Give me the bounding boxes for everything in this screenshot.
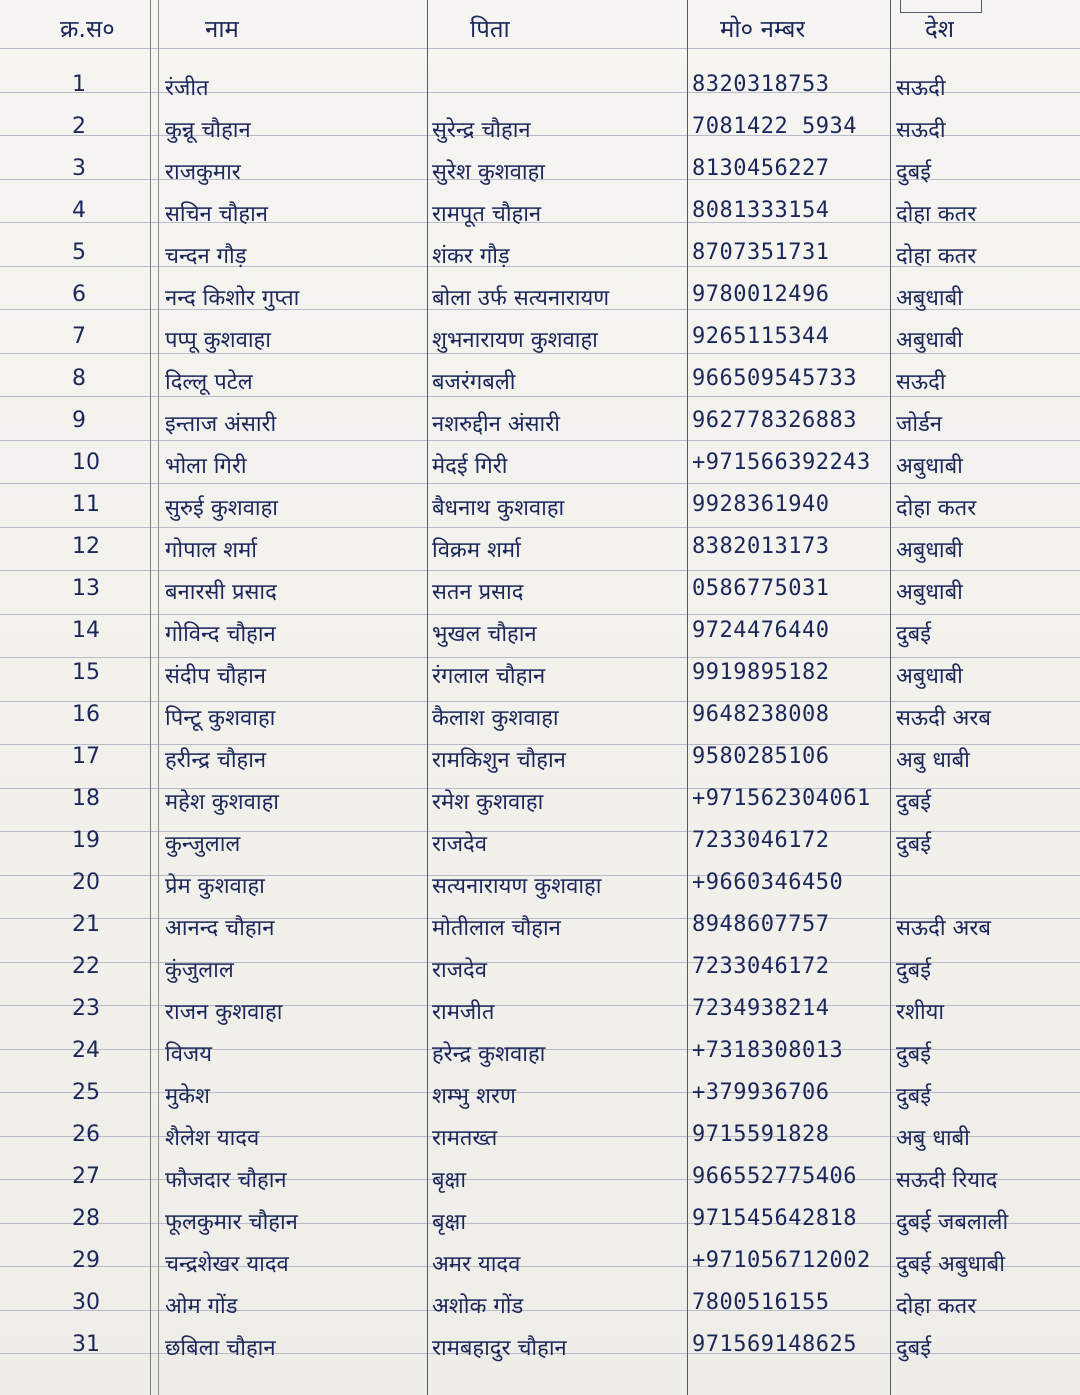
row-serial-number: 5 [72, 240, 86, 265]
row-name: संदीप चौहान [165, 664, 266, 689]
row-serial-number: 2 [72, 114, 86, 139]
row-father-name: शम्भु शरण [432, 1084, 516, 1109]
row-name: राजन कुशवाहा [165, 1000, 283, 1025]
row-mobile-number: 7081422 5934 [692, 114, 857, 139]
row-serial-number: 11 [72, 492, 100, 517]
row-name: राजकुमार [165, 160, 241, 185]
row-serial-number: 30 [72, 1290, 100, 1315]
row-mobile-number: 9648238008 [692, 702, 830, 727]
row-country: अबुधाबी [896, 286, 963, 311]
row-serial-number: 26 [72, 1122, 100, 1147]
row-father-name: सुरेश कुशवाहा [432, 160, 545, 185]
row-country: रशीया [896, 1000, 945, 1025]
row-serial-number: 12 [72, 534, 100, 559]
row-mobile-number: +9660346450 [692, 870, 844, 895]
row-mobile-number: 8382013173 [692, 534, 830, 559]
row-country: सऊदी [896, 370, 946, 395]
ruled-line [0, 614, 1080, 615]
row-father-name: राजदेव [432, 832, 487, 857]
row-country: दुबई [896, 1042, 932, 1067]
row-mobile-number: +971562304061 [692, 786, 871, 811]
row-father-name: रामकिशुन चौहान [432, 748, 566, 773]
ruled-line [0, 48, 1080, 49]
row-mobile-number: 7800516155 [692, 1290, 830, 1315]
row-country: दोहा कतर [896, 1294, 977, 1319]
row-serial-number: 6 [72, 282, 86, 307]
ruled-line [0, 570, 1080, 571]
row-name: कुंजुलाल [165, 958, 234, 983]
row-serial-number: 16 [72, 702, 100, 727]
margin-line [150, 0, 151, 1395]
row-name: नन्द किशोर गुप्ता [165, 286, 300, 311]
row-country: सऊदी [896, 76, 946, 101]
row-serial-number: 24 [72, 1038, 100, 1063]
row-mobile-number: 9928361940 [692, 492, 830, 517]
row-country: अबु धाबी [896, 1126, 970, 1151]
row-mobile-number: 8948607757 [692, 912, 830, 937]
row-mobile-number: +971056712002 [692, 1248, 871, 1273]
ruled-line [0, 483, 1080, 484]
row-father-name: बजरंगबली [432, 370, 516, 395]
row-country: दुबई [896, 958, 932, 983]
margin-line-inner [158, 0, 159, 1395]
row-serial-number: 9 [72, 408, 86, 433]
row-country: दुबई [896, 160, 932, 185]
row-mobile-number: 9919895182 [692, 660, 830, 685]
row-mobile-number: 9265115344 [692, 324, 830, 349]
row-serial-number: 10 [72, 450, 100, 475]
row-serial-number: 31 [72, 1332, 100, 1357]
row-father-name: रमेश कुशवाहा [432, 790, 544, 815]
row-father-name: विक्रम शर्मा [432, 538, 521, 563]
ruled-line [0, 657, 1080, 658]
row-name: फौजदार चौहान [165, 1168, 287, 1193]
row-country: दुबई [896, 1336, 932, 1361]
row-father-name: बृक्षा [432, 1210, 467, 1235]
row-country: दुबई [896, 832, 932, 857]
row-name: आनन्द चौहान [165, 916, 275, 941]
row-serial-number: 1 [72, 72, 86, 97]
row-name: ओम गोंड [165, 1294, 238, 1319]
row-mobile-number: +379936706 [692, 1080, 830, 1105]
row-name: महेश कुशवाहा [165, 790, 279, 815]
row-father-name: भुखल चौहान [432, 622, 537, 647]
row-country: सऊदी [896, 118, 946, 143]
column-divider [890, 0, 891, 1395]
row-father-name: रामतख्त [432, 1126, 498, 1151]
ruled-line [0, 440, 1080, 441]
row-country: दोहा कतर [896, 496, 977, 521]
row-serial-number: 20 [72, 870, 100, 895]
row-name: गोपाल शर्मा [165, 538, 258, 563]
row-serial-number: 14 [72, 618, 100, 643]
row-name: भोला गिरी [165, 454, 247, 479]
row-serial-number: 17 [72, 744, 100, 769]
row-name: छबिला चौहान [165, 1336, 276, 1361]
column-divider [687, 0, 688, 1395]
row-serial-number: 22 [72, 954, 100, 979]
row-serial-number: 28 [72, 1206, 100, 1231]
row-serial-number: 29 [72, 1248, 100, 1273]
header-father: पिता [470, 15, 510, 43]
row-father-name: सुरेन्द्र चौहान [432, 118, 531, 143]
row-serial-number: 23 [72, 996, 100, 1021]
row-name: इन्ताज अंसारी [165, 412, 277, 437]
row-father-name: रामबहादुर चौहान [432, 1336, 567, 1361]
row-mobile-number: 971545642818 [692, 1206, 857, 1231]
row-country: दुबई [896, 790, 932, 815]
row-father-name: अमर यादव [432, 1252, 521, 1277]
row-serial-number: 27 [72, 1164, 100, 1189]
header-mobile: मो० नम्बर [720, 15, 806, 43]
row-serial-number: 19 [72, 828, 100, 853]
row-country: अबुधाबी [896, 328, 963, 353]
row-father-name: राजदेव [432, 958, 487, 983]
row-country: अबुधाबी [896, 580, 963, 605]
row-serial-number: 7 [72, 324, 86, 349]
row-country: दुबई अबुधाबी [896, 1252, 1005, 1277]
row-father-name: कैलाश कुशवाहा [432, 706, 559, 731]
row-name: बनारसी प्रसाद [165, 580, 277, 605]
row-mobile-number: 962778326883 [692, 408, 857, 433]
header-country: देश [925, 15, 955, 43]
row-father-name: रामपूत चौहान [432, 202, 542, 227]
ruled-line [0, 396, 1080, 397]
row-father-name: मेदई गिरी [432, 454, 508, 479]
row-mobile-number: 8081333154 [692, 198, 830, 223]
row-mobile-number: 8707351731 [692, 240, 830, 265]
row-serial-number: 15 [72, 660, 100, 685]
row-father-name: रामजीत [432, 1000, 495, 1025]
row-mobile-number: 8320318753 [692, 72, 830, 97]
row-mobile-number: 7233046172 [692, 954, 830, 979]
column-divider [427, 0, 428, 1395]
row-serial-number: 4 [72, 198, 86, 223]
row-father-name: शंकर गौड़ [432, 244, 510, 269]
row-father-name: नशरुद्दीन अंसारी [432, 412, 560, 437]
row-serial-number: 3 [72, 156, 86, 181]
row-name: विजय [165, 1042, 213, 1067]
row-name: चन्दन गौड़ [165, 244, 247, 269]
row-name: शैलेश यादव [165, 1126, 260, 1151]
row-serial-number: 8 [72, 366, 86, 391]
row-father-name: बृक्षा [432, 1168, 467, 1193]
row-mobile-number: 7234938214 [692, 996, 830, 1021]
row-name: सचिन चौहान [165, 202, 269, 227]
row-name: कुन्नू चौहान [165, 118, 251, 143]
row-mobile-number: 9724476440 [692, 618, 830, 643]
row-country: दुबई [896, 622, 932, 647]
row-name: कुन्जुलाल [165, 832, 241, 857]
row-name: फूलकुमार चौहान [165, 1210, 298, 1235]
row-father-name: शुभनारायण कुशवाहा [432, 328, 598, 353]
row-name: गोविन्द चौहान [165, 622, 276, 647]
row-mobile-number: 7233046172 [692, 828, 830, 853]
row-mobile-number: 966509545733 [692, 366, 857, 391]
row-serial-number: 21 [72, 912, 100, 937]
row-country: सऊदी अरब [896, 706, 991, 731]
row-father-name: सतन प्रसाद [432, 580, 524, 605]
row-name: सुरुई कुशवाहा [165, 496, 278, 521]
row-father-name: सत्यनारायण कुशवाहा [432, 874, 602, 899]
row-father-name: बैधनाथ कुशवाहा [432, 496, 565, 521]
row-country: दुबई [896, 1084, 932, 1109]
row-father-name: रंगलाल चौहान [432, 664, 546, 689]
row-father-name: बोला उर्फ सत्यनारायण [432, 286, 610, 311]
ruled-line [0, 527, 1080, 528]
row-mobile-number: 966552775406 [692, 1164, 857, 1189]
row-country: अबुधाबी [896, 538, 963, 563]
row-father-name: मोतीलाल चौहान [432, 916, 561, 941]
row-name: पप्पू कुशवाहा [165, 328, 271, 353]
row-country: सऊदी रियाद [896, 1168, 998, 1193]
row-mobile-number: 9715591828 [692, 1122, 830, 1147]
row-name: पिन्टू कुशवाहा [165, 706, 276, 731]
row-name: प्रेम कुशवाहा [165, 874, 265, 899]
header-name: नाम [205, 15, 239, 43]
row-name: दिल्लू पटेल [165, 370, 253, 395]
row-country: जोर्डन [896, 412, 943, 437]
row-serial-number: 25 [72, 1080, 100, 1105]
row-mobile-number: 9580285106 [692, 744, 830, 769]
row-mobile-number: +971566392243 [692, 450, 871, 475]
row-mobile-number: 8130456227 [692, 156, 830, 181]
row-country: दोहा कतर [896, 244, 977, 269]
row-country: दुबई जबलाली [896, 1210, 1009, 1235]
header-sn: क्र.स० [60, 15, 115, 43]
row-name: हरीन्द्र चौहान [165, 748, 267, 773]
row-name: रंजीत [165, 76, 209, 101]
row-country: अबुधाबी [896, 454, 963, 479]
row-father-name: हरेन्द्र कुशवाहा [432, 1042, 546, 1067]
row-father-name: अशोक गोंड [432, 1294, 524, 1319]
row-serial-number: 18 [72, 786, 100, 811]
row-serial-number: 13 [72, 576, 100, 601]
row-mobile-number: 971569148625 [692, 1332, 857, 1357]
row-country: अबुधाबी [896, 664, 963, 689]
row-mobile-number: 9780012496 [692, 282, 830, 307]
row-mobile-number: 0586775031 [692, 576, 830, 601]
row-mobile-number: +7318308013 [692, 1038, 844, 1063]
row-country: दोहा कतर [896, 202, 977, 227]
row-country: अबु धाबी [896, 748, 970, 773]
row-name: चन्द्रशेखर यादव [165, 1252, 289, 1277]
row-name: मुकेश [165, 1084, 211, 1109]
row-country: सऊदी अरब [896, 916, 991, 941]
